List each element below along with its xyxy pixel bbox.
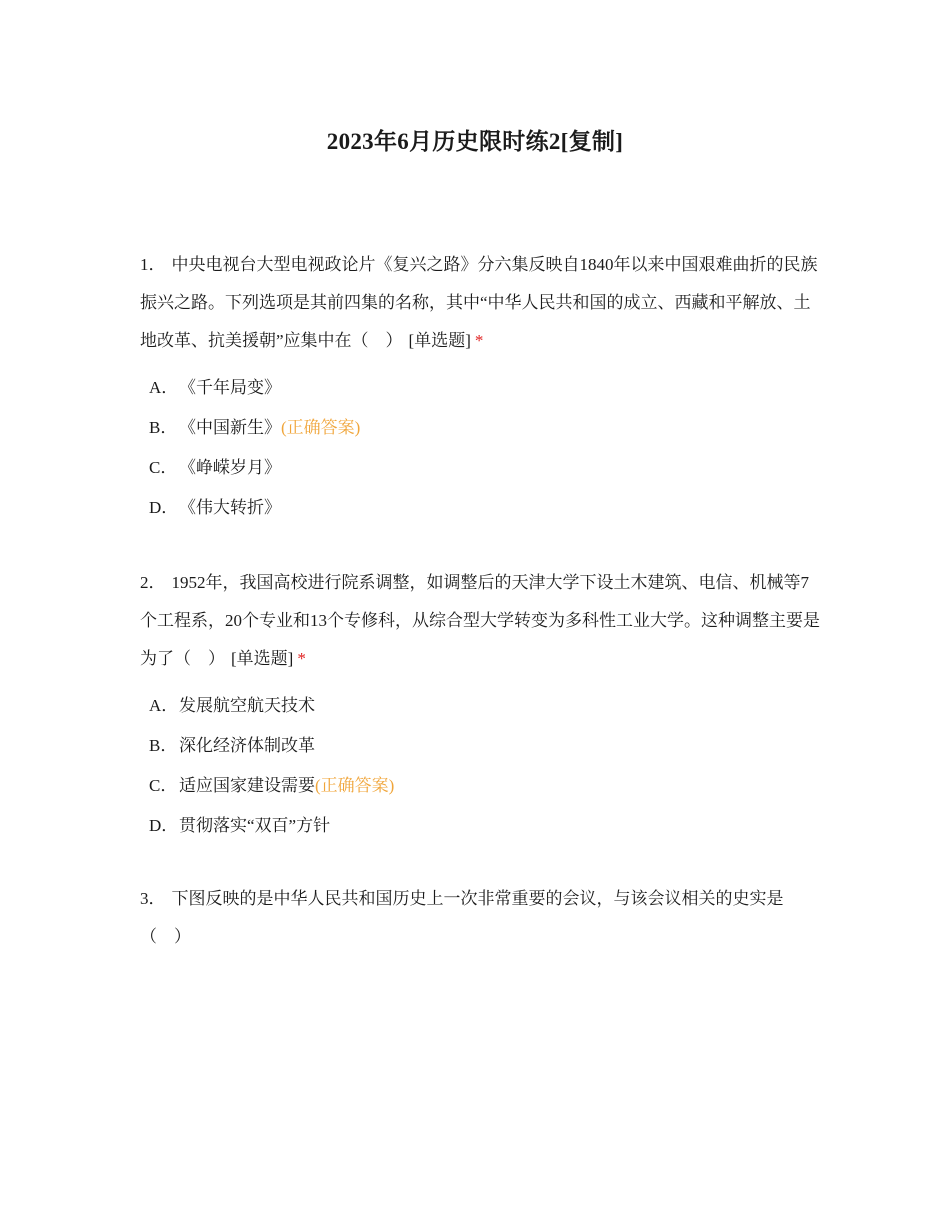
question-2-number: 2．: [140, 573, 166, 592]
question-2-options: [149, 686, 820, 846]
question-2-type: [单选题]: [231, 649, 294, 668]
option-key: C．: [149, 776, 178, 795]
question-1-number: 1．: [140, 255, 166, 274]
option-key: B．: [149, 736, 178, 755]
option-text: 适应国家建设需要: [179, 776, 315, 795]
option-d[interactable]: [149, 806, 820, 846]
question-1-type: [单选题]: [408, 331, 471, 350]
option-key: A．: [149, 696, 179, 715]
question-3: [140, 880, 820, 956]
question-3-text: [140, 880, 820, 956]
correct-answer-label: (正确答案): [281, 418, 361, 437]
option-key: A．: [149, 378, 179, 397]
required-mark: *: [474, 331, 484, 350]
option-d[interactable]: [149, 488, 820, 528]
option-c[interactable]: [149, 448, 820, 488]
option-key: D．: [149, 816, 179, 835]
option-b[interactable]: [149, 726, 820, 766]
option-text: 《中国新生》: [179, 418, 281, 437]
question-1-text: [140, 246, 820, 360]
option-key: D．: [149, 498, 179, 517]
option-key: B．: [149, 418, 178, 437]
question-1-options: [149, 368, 820, 528]
option-text: 《伟大转折》: [179, 498, 281, 517]
question-3-stem: 下图反映的是中华人民共和国历史上一次非常重要的会议，与该会议相关的史实是（ ）: [140, 889, 784, 946]
correct-answer-label: (正确答案): [315, 776, 395, 795]
option-key: C．: [149, 458, 178, 477]
question-1-stem: 中央电视台大型电视政论片《复兴之路》分六集反映自1840年以来中国艰难曲折的民族振兴之路。下列选项是其前四集的名称，其中“中华人民共和国的成立、西藏和平解放、土地改革、抗美援朝”应集中在（ ）: [140, 255, 818, 350]
option-a[interactable]: [149, 368, 820, 408]
page-title: 2023年6月历史限时练2[复制]: [326, 129, 624, 155]
option-text: 贯彻落实“双百”方针: [179, 816, 331, 835]
option-b[interactable]: [149, 408, 820, 448]
option-text: 深化经济体制改革: [179, 736, 315, 755]
question-2-stem: 1952年，我国高校进行院系调整，如调整后的天津大学下设土木建筑、电信、机械等7个工程系，20个专业和13个专修科，从综合型大学转变为多科性工业大学。这种调整主要是为了（ ）: [140, 573, 820, 668]
question-3-number: 3．: [140, 889, 166, 908]
option-text: 发展航空航天技术: [179, 696, 315, 715]
question-2: [140, 564, 820, 846]
option-c[interactable]: [149, 766, 820, 806]
option-a[interactable]: [149, 686, 820, 726]
question-1: [140, 246, 820, 528]
option-text: 《千年局变》: [179, 378, 281, 397]
question-2-text: [140, 564, 820, 678]
required-mark: *: [297, 649, 306, 668]
option-text: 《峥嵘岁月》: [179, 458, 281, 477]
